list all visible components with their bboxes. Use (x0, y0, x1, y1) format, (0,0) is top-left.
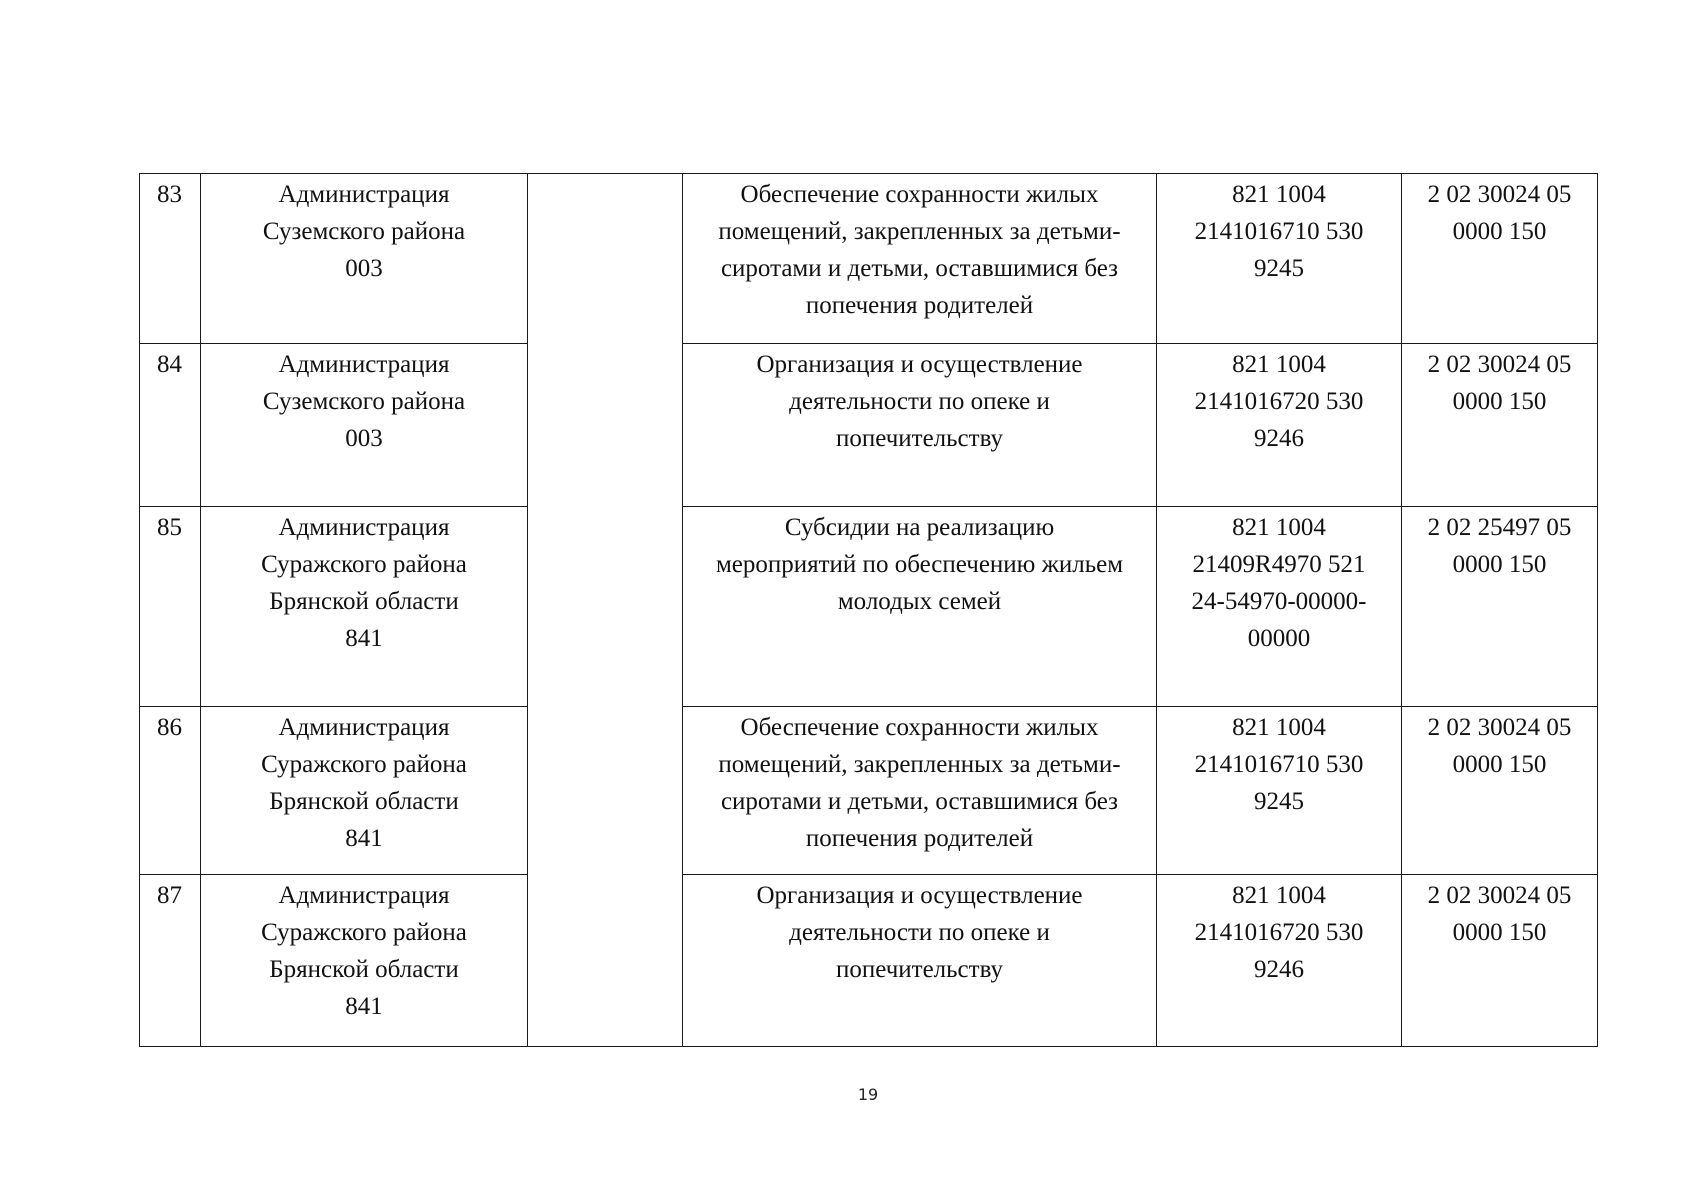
recipient-line: Администрация (278, 514, 450, 541)
recipient-line: 841 (345, 993, 383, 1020)
purpose-cell (683, 344, 1157, 507)
recipient-line: Суражского района (261, 751, 467, 778)
recipient-line: Администрация (278, 882, 450, 909)
recipient-cell (201, 707, 528, 875)
budget-code-line: 21409R4970 521 (1192, 551, 1366, 578)
budget-code-line: 821 1004 (1232, 882, 1326, 909)
row-number-cell: 84 (140, 344, 201, 507)
budget-code-cell (1157, 174, 1402, 344)
budget-code-line: 9246 (1254, 956, 1304, 983)
revenue-code-cell (1402, 174, 1598, 344)
recipient-line: Администрация (278, 351, 450, 378)
table-row (140, 507, 1598, 707)
budget-code-cell (1157, 507, 1402, 707)
purpose-line: деятельности по опеке и (789, 919, 1050, 946)
empty-cell (528, 507, 683, 707)
budget-code-cell (1157, 344, 1402, 507)
empty-cell (528, 707, 683, 875)
revenue-code-cell (1402, 344, 1598, 507)
recipient-line: Брянской области (269, 588, 459, 615)
purpose-line: сиротами и детьми, оставшимися без (720, 788, 1119, 815)
budget-code-cell (1157, 875, 1402, 1047)
recipient-line: 003 (345, 255, 383, 282)
revenue-code-cell (1402, 707, 1598, 875)
recipient-cell (201, 174, 528, 344)
purpose-line: попечительству (835, 956, 1004, 983)
purpose-line: попечения родителей (805, 292, 1034, 319)
recipient-line: Суражского района (261, 919, 467, 946)
purpose-line: молодых семей (837, 588, 1002, 615)
revenue-code-line: 0000 150 (1452, 218, 1547, 245)
budget-code-line: 821 1004 (1232, 351, 1326, 378)
purpose-line: попечительству (835, 425, 1004, 452)
purpose-line: Обеспечение сохранности жилых (740, 714, 1099, 741)
budget-code-line: 2141016710 530 (1194, 218, 1364, 245)
row-number-cell: 85 (140, 507, 201, 707)
budget-code-line: 821 1004 (1232, 181, 1326, 208)
budget-code-line: 821 1004 (1232, 714, 1326, 741)
budget-code-line: 2141016720 530 (1194, 919, 1364, 946)
empty-cell (528, 875, 683, 1047)
page-number: 19 (857, 1085, 879, 1104)
revenue-code-line: 2 02 30024 05 (1427, 882, 1572, 909)
recipient-line: Суражского района (261, 551, 467, 578)
purpose-line: мероприятий по обеспечению жильем (715, 551, 1124, 578)
recipient-cell (201, 875, 528, 1047)
budget-code-cell (1157, 707, 1402, 875)
purpose-cell (683, 174, 1157, 344)
recipient-line: Администрация (278, 714, 450, 741)
purpose-line: Обеспечение сохранности жилых (740, 181, 1099, 208)
empty-cell (528, 174, 683, 344)
budget-code-line: 2141016710 530 (1194, 751, 1364, 778)
purpose-line: деятельности по опеке и (789, 388, 1050, 415)
row-number-cell: 86 (140, 707, 201, 875)
recipient-line: Администрация (278, 181, 450, 208)
revenue-code-line: 0000 150 (1452, 919, 1547, 946)
recipient-line: Суземского района (262, 388, 466, 415)
recipient-line: 003 (345, 425, 383, 452)
recipient-line: Суземского района (262, 218, 466, 245)
purpose-line: Организация и осуществление (756, 351, 1083, 378)
purpose-cell (683, 507, 1157, 707)
recipient-cell (201, 507, 528, 707)
budget-code-line: 9246 (1254, 425, 1304, 452)
recipient-line: 841 (345, 625, 383, 652)
purpose-line: Субсидии на реализацию (784, 514, 1055, 541)
purpose-line: помещений, закрепленных за детьми- (718, 751, 1121, 778)
purpose-line: сиротами и детьми, оставшимися без (720, 255, 1119, 282)
table-row (140, 174, 1598, 344)
revenue-code-line: 0000 150 (1452, 388, 1547, 415)
revenue-code-line: 2 02 30024 05 (1427, 714, 1572, 741)
budget-code-line: 00000 (1247, 625, 1311, 652)
revenue-code-line: 2 02 30024 05 (1427, 181, 1572, 208)
purpose-cell (683, 707, 1157, 875)
revenue-code-line: 2 02 25497 05 (1427, 514, 1572, 541)
revenue-code-line: 0000 150 (1452, 551, 1547, 578)
budget-code-line: 821 1004 (1232, 514, 1326, 541)
row-number-cell: 83 (140, 174, 201, 344)
table-row (140, 344, 1598, 507)
purpose-line: попечения родителей (805, 825, 1034, 852)
revenue-code-cell (1402, 875, 1598, 1047)
revenue-code-line: 0000 150 (1452, 751, 1547, 778)
budget-code-line: 9245 (1254, 255, 1304, 282)
recipient-line: 841 (345, 825, 383, 852)
revenue-code-line: 2 02 30024 05 (1427, 351, 1572, 378)
budget-code-line: 24-54970-00000- (1191, 588, 1367, 615)
table-row (140, 875, 1598, 1047)
budget-code-line: 9245 (1254, 788, 1304, 815)
table-row (140, 707, 1598, 875)
row-number-cell: 87 (140, 875, 201, 1047)
purpose-cell (683, 875, 1157, 1047)
subsidy-table (139, 173, 1598, 1047)
purpose-line: помещений, закрепленных за детьми- (718, 218, 1121, 245)
purpose-line: Организация и осуществление (756, 882, 1083, 909)
recipient-cell (201, 344, 528, 507)
empty-cell (528, 344, 683, 507)
budget-code-line: 2141016720 530 (1194, 388, 1364, 415)
revenue-code-cell (1402, 507, 1598, 707)
recipient-line: Брянской области (269, 956, 459, 983)
recipient-line: Брянской области (269, 788, 459, 815)
